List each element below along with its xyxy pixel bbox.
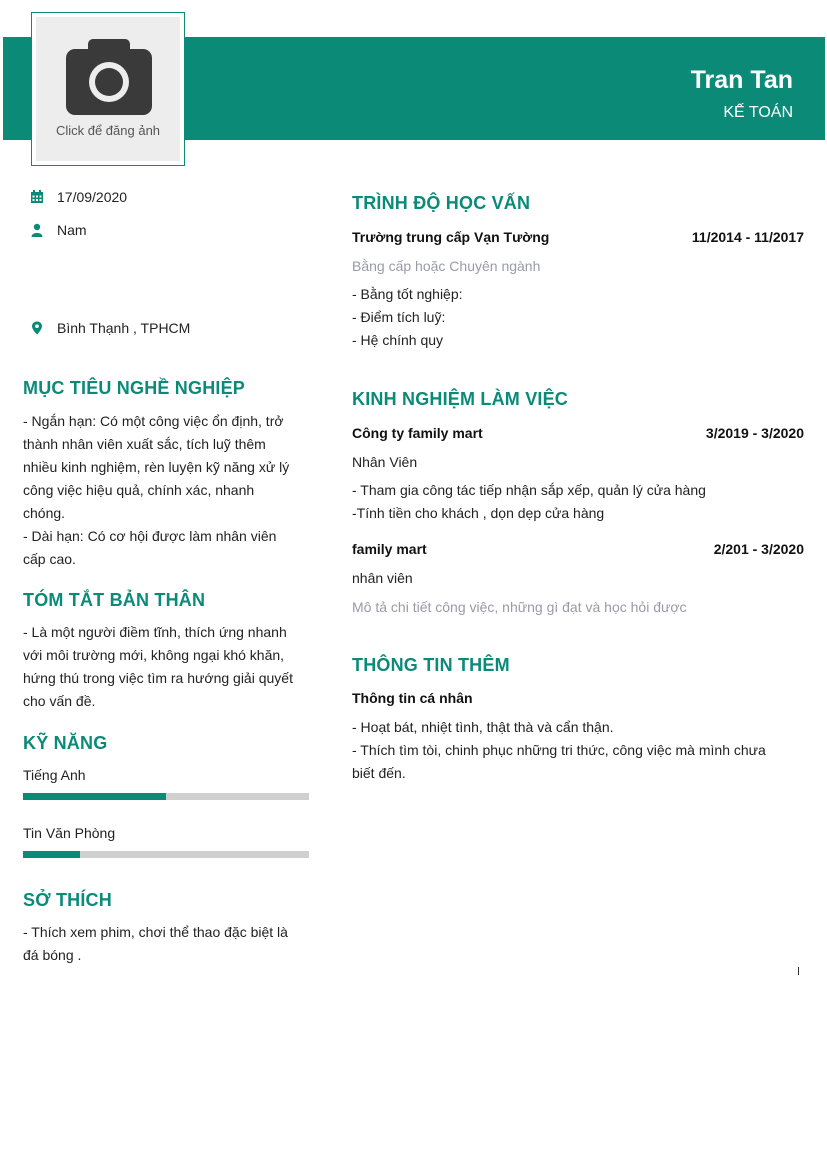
job-position: nhân viên	[352, 570, 413, 586]
company-name: family mart	[352, 541, 427, 557]
skill-bar-fill	[23, 851, 80, 858]
camera-icon	[66, 39, 152, 115]
objective-line: thành nhân viên xuất sắc, tích luỹ thêm	[23, 436, 266, 452]
objective-line: cấp cao.	[23, 551, 76, 567]
additional-subheading: Thông tin cá nhân	[352, 690, 473, 706]
skill-bar-fill	[23, 793, 166, 800]
hobbies-text	[23, 921, 323, 967]
skill-name: Tiếng Anh	[23, 767, 86, 783]
photo-upload-label: Click để đăng ảnh	[55, 123, 161, 138]
text-cursor-mark	[798, 967, 799, 975]
objective-line: nhiều kinh nghiệm, rèn luyện kỹ năng xử lý	[23, 459, 290, 475]
experience-period: 2/201 - 3/2020	[713, 541, 804, 557]
map-pin-icon	[30, 321, 44, 335]
job-detail: -Tính tiền cho khách , dọn dẹp cửa hàng	[352, 505, 605, 521]
education-heading: TRÌNH ĐỘ HỌC VẤN	[352, 193, 531, 213]
hobbies-line: đá bóng .	[23, 947, 82, 963]
user-icon	[30, 223, 44, 237]
job-description: Mô tả chi tiết công việc, những gì đạt và học hỏi được	[352, 599, 687, 615]
summary-line: - Là một người điềm tĩnh, thích ứng nhanh	[23, 624, 287, 640]
address-value: Bình Thạnh , TPHCM	[57, 320, 191, 336]
education-detail: - Hệ chính quy	[352, 332, 444, 348]
summary-line: cho vấn đề.	[23, 693, 96, 709]
education-detail: - Điểm tích luỹ:	[352, 309, 446, 325]
objective-heading: MỤC TIÊU NGHỀ NGHIỆP	[23, 378, 246, 398]
summary-line: với môi trường mới, không ngại khó khăn,	[23, 647, 285, 663]
education-degree: Bằng cấp hoặc Chuyên ngành	[352, 258, 541, 274]
job-position: Nhân Viên	[352, 454, 418, 470]
school-name: Trường trung cấp Vạn Tường	[352, 229, 550, 245]
additional-text	[352, 716, 804, 785]
birthday-row	[30, 189, 127, 205]
job-title: KẾ TOÁN	[723, 104, 793, 121]
experience-period: 3/2019 - 3/2020	[705, 425, 804, 441]
education-entry-header	[352, 229, 804, 245]
objective-line: công việc hiệu quả, chính xác, nhanh	[23, 482, 255, 498]
education-details	[352, 283, 804, 352]
candidate-name: Tran Tan	[690, 66, 793, 94]
additional-heading: THÔNG TIN THÊM	[352, 655, 510, 675]
hobbies-heading: SỞ THÍCH	[23, 890, 112, 910]
education-period: 11/2014 - 11/2017	[691, 229, 804, 245]
job-detail: - Tham gia công tác tiếp nhận sắp xếp, quản lý cửa hàng	[352, 482, 706, 498]
job-details	[352, 479, 804, 525]
summary-line: hứng thú trong việc tìm ra hướng giải quyết	[23, 670, 293, 686]
gender-row	[30, 222, 87, 238]
calendar-icon	[30, 190, 44, 204]
education-detail: - Bằng tốt nghiệp:	[352, 286, 463, 302]
experience-heading: KINH NGHIỆM LÀM VIỆC	[352, 389, 569, 409]
address-row	[30, 320, 190, 336]
skill-name: Tin Văn Phòng	[23, 825, 116, 841]
experience-entry-header	[352, 541, 804, 557]
objective-line: chóng.	[23, 505, 66, 521]
objective-text	[23, 410, 323, 571]
additional-line: biết đến.	[352, 765, 406, 781]
summary-heading: TÓM TẮT BẢN THÂN	[23, 590, 206, 610]
skills-heading: KỸ NĂNG	[23, 733, 108, 753]
additional-line: - Thích tìm tòi, chinh phục những tri thức, công việc mà mình chưa	[352, 742, 766, 758]
additional-line: - Hoạt bát, nhiệt tình, thật thà và cẩn thận.	[352, 719, 614, 735]
experience-entry-header	[352, 425, 804, 441]
company-name: Công ty family mart	[352, 425, 483, 441]
birthday-value: 17/09/2020	[57, 189, 128, 205]
photo-upload-area[interactable]	[36, 17, 180, 161]
hobbies-line: - Thích xem phim, chơi thể thao đặc biệt là	[23, 924, 288, 940]
gender-value: Nam	[57, 222, 87, 238]
photo-upload[interactable]	[31, 12, 185, 166]
objective-line: - Dài hạn: Có cơ hội được làm nhân viên	[23, 528, 277, 544]
skill-bar	[23, 793, 309, 800]
objective-line: - Ngắn hạn: Có một công việc ổn định, trở	[23, 413, 284, 429]
skill-bar	[23, 851, 309, 858]
summary-text	[23, 621, 323, 713]
